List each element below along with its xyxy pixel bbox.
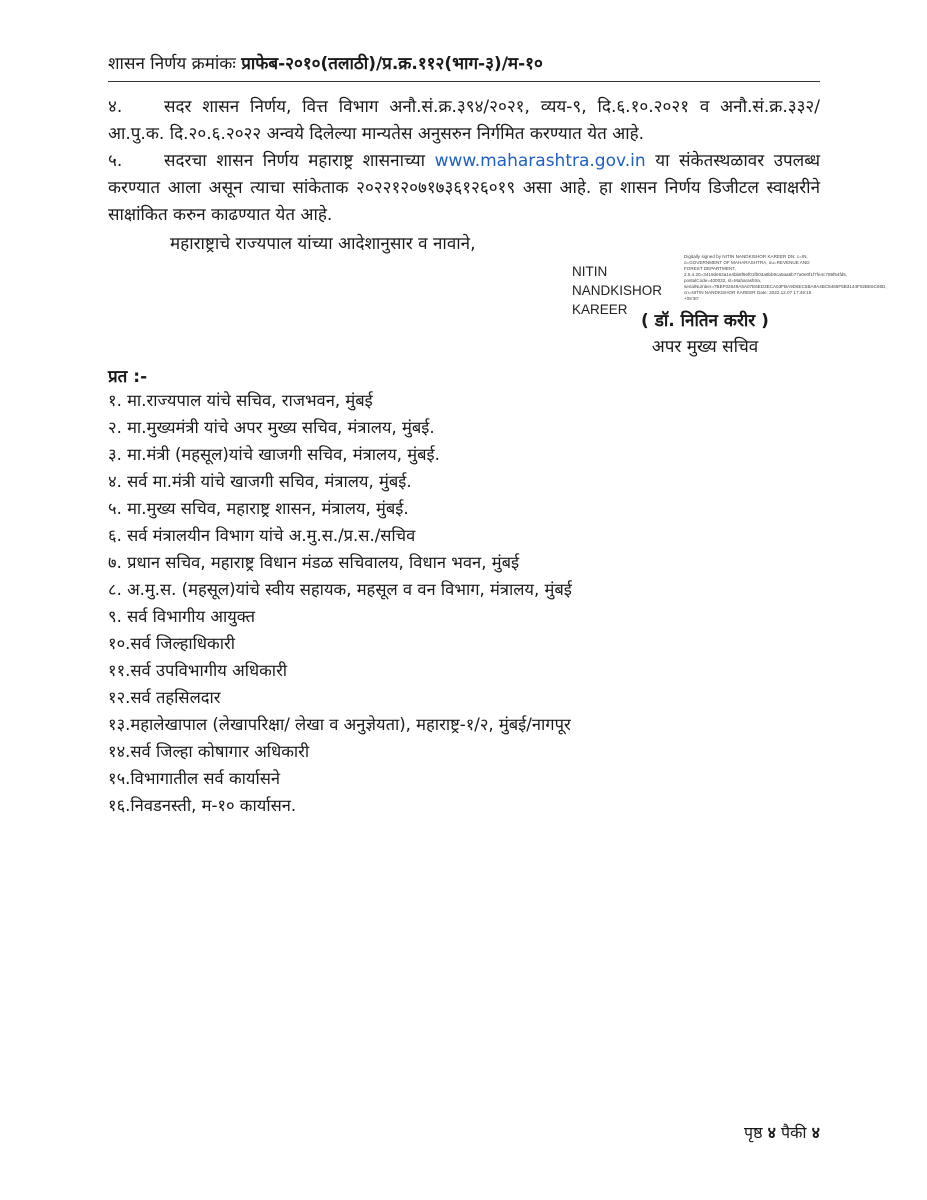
list-item: १. मा.राज्यपाल यांचे सचिव, राजभवन, मुंबई [108, 391, 373, 410]
paragraph-text-before-link: सदरचा शासन निर्णय महाराष्ट्र शासनाच्या [164, 151, 425, 171]
list-item: ३. मा.मंत्री (महसूल)यांचे खाजगी सचिव, मंत्रालय, मुंबई. [108, 445, 440, 464]
list-item: १४.सर्व जिल्हा कोषागार अधिकारी [108, 742, 310, 761]
signatory-designation: अपर मुख्य सचिव [651, 337, 759, 357]
gr-reference-number: प्राफेब-२०१०(तलाठी)/प्र.क्र.११२(भाग-३)/म-१० [241, 54, 543, 74]
page-header [108, 52, 820, 82]
list-item: ९. सर्व विभागीय आयुक्त [108, 607, 256, 626]
page-separator: पैकी [781, 1123, 807, 1142]
list-item: ८. अ.मु.स. (महसूल)यांचे स्वीय सहायक, महसूल व वन विभाग, मंत्रालय, मुंबई [108, 580, 572, 599]
page-number-footer [690, 1121, 820, 1145]
list-item: ६. सर्व मंत्रालयीन विभाग यांचे अ.मु.स./प्र.स./सचिव [108, 526, 416, 545]
list-item: ४. सर्व मा.मंत्री यांचे खाजगी सचिव, मंत्रालय, मुंबई. [108, 472, 412, 491]
digital-signature-stamp [572, 254, 887, 317]
paragraph-5 [108, 148, 820, 229]
list-item: १५.विभागातील सर्व कार्यासने [108, 769, 281, 788]
order-statement: महाराष्ट्राचे राज्यपाल यांच्या आदेशानुसार व नावाने, [170, 234, 476, 254]
signatory-name: ( डॉ. नितिन करीर ) [641, 311, 769, 331]
paragraph-4 [108, 94, 820, 148]
page-prefix: पृष्ठ [744, 1123, 763, 1142]
signature-details: Digitally signed by NITIN NANDKISHOR KAREER DN: c=IN, o=GOVERNMENT OF MAHARASHTRA, ou=REVENUE AND FOREST DEPARTMENT, 2.5.4.20=3419de63a1e4bb8f9ef01fb03a6bb9ca9aa6b77a0e0f1f7fe4c789f54fd5, postalCode=400032, st=Maharashtra, serialNumber=7BEF02649A5A07E6ED3ECA03FBA9D6EC5BA9A4BC8465F5B3144F02BE6C66D, cn=NITIN NANDKISHOR KAREER Date: 2022.12.07 17:49:15 +05'30' [684, 254, 887, 301]
paragraph-text-after-link: या संकेतस्थळावर उपलब्ध करण्यात आला असून त्याचा सांकेताक २०२२१२०७१७३६१२६०१९ असा आहे. हा शासन निर्णय डिजीटल स्वाक्षरीने साक्षांकित करुन काढण्यात येत आहे. [108, 151, 821, 225]
list-item: ७. प्रधान सचिव, महाराष्ट्र विधान मंडळ सचिवालय, विधान भवन, मुंबई [108, 553, 520, 572]
gr-number-label: शासन निर्णय क्रमांकः [108, 54, 236, 74]
list-item: १३.महालेखापाल (लेखापरिक्षा/ लेखा व अनुज्ञेयता), महाराष्ट्र-१/२, मुंबई/नागपूर [108, 715, 571, 734]
copies-heading: प्रत :- [108, 367, 148, 387]
signer-name-line-2: KAREER [572, 302, 628, 317]
list-item: ५. मा.मुख्य सचिव, महाराष्ट्र शासन, मंत्रालय, मुंबई. [108, 499, 409, 518]
signatory-block [610, 308, 800, 360]
list-item: १२.सर्व तहसिलदार [108, 688, 221, 707]
list-item: १६.निवडनस्ती, म-१० कार्यासन. [108, 796, 297, 815]
current-page: ४ [767, 1123, 776, 1142]
copies-list [108, 387, 572, 819]
website-link[interactable]: www.maharashtra.gov.in [434, 151, 646, 171]
list-item: १०.सर्व जिल्हाधिकारी [108, 634, 236, 653]
list-item: २. मा.मुख्यमंत्री यांचे अपर मुख्य सचिव, मंत्रालय, मुंबई. [108, 418, 435, 437]
paragraph-number: ५. [108, 151, 123, 171]
total-pages: ४ [811, 1123, 820, 1142]
paragraph-text: सदर शासन निर्णय, वित्त विभाग अनौ.सं.क्र.३९४/२०२१, व्यय-९, दि.६.१०.२०२१ व अनौ.सं.क्र.३३२/ आ.पु.क. दि.२०.६.२०२२ अन्वये दिलेल्या मान्यतेस अनुसरुन निर्गमित करण्यात येत आहे. [108, 97, 820, 144]
signer-name-line-1: NITIN NANDKISHOR [572, 264, 663, 298]
list-item: ११.सर्व उपविभागीय अधिकारी [108, 661, 288, 680]
paragraph-number: ४. [108, 97, 123, 117]
